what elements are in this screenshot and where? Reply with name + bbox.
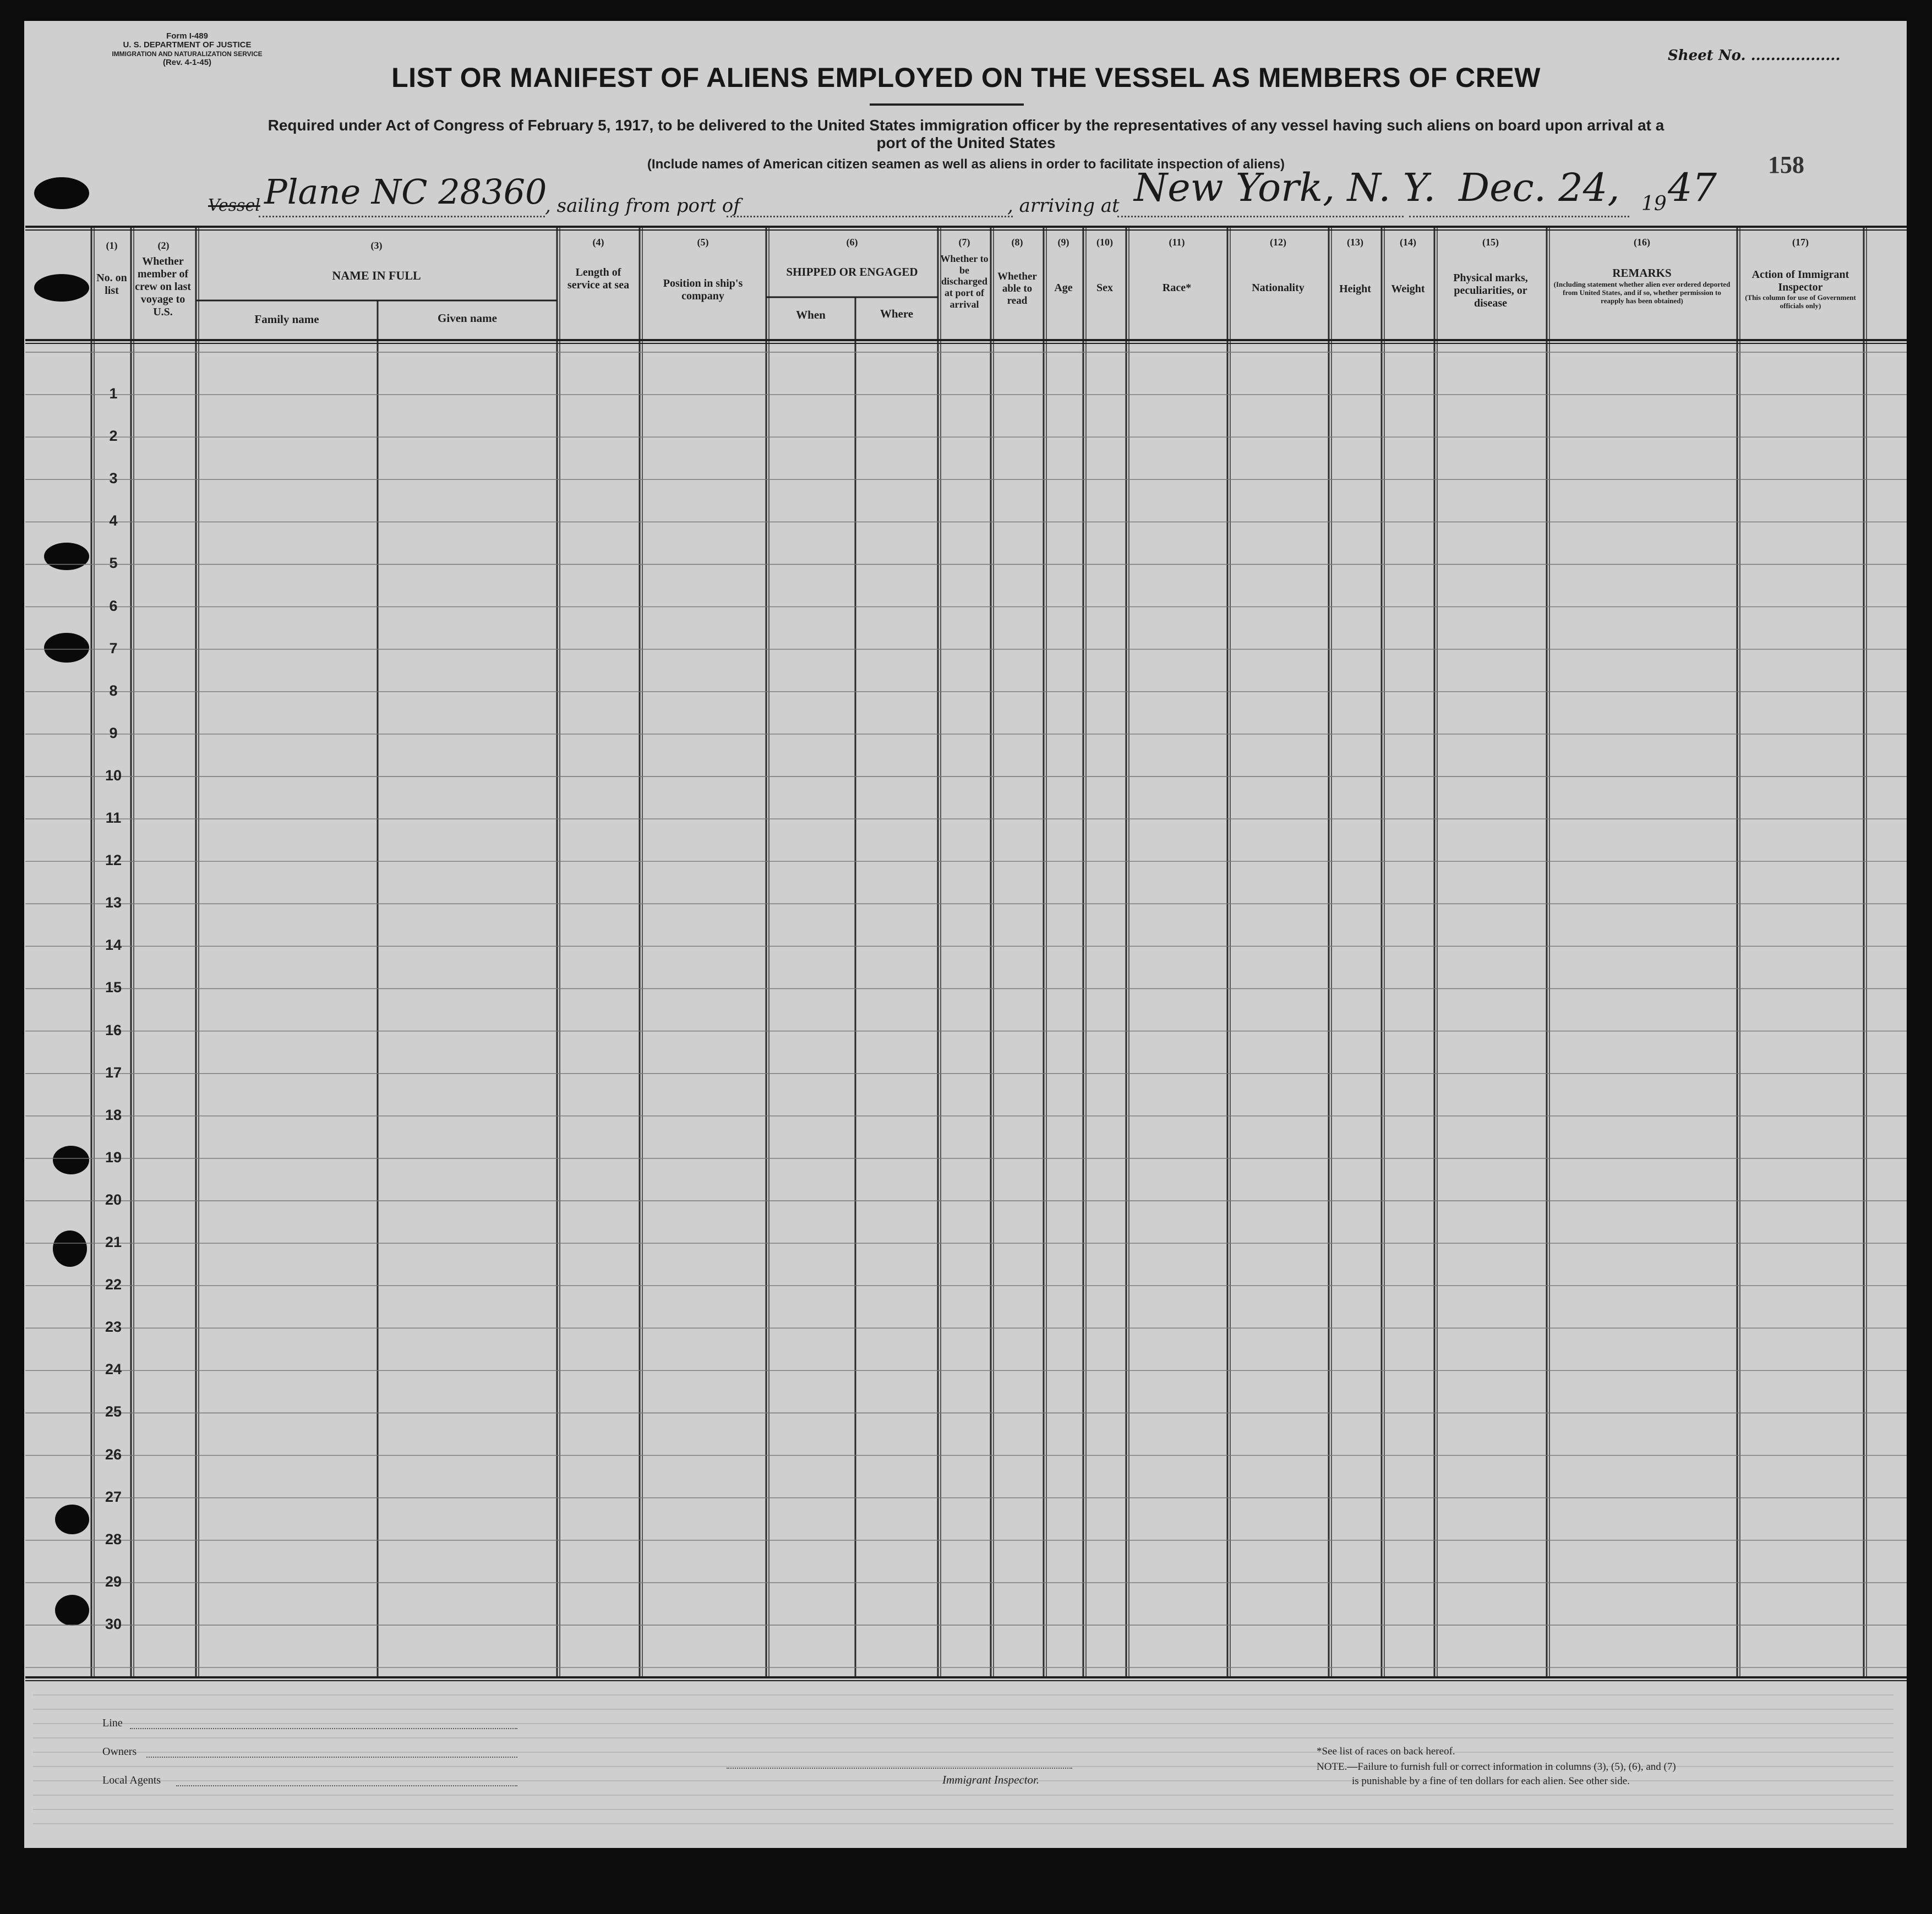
row-number: 22 [105,1276,122,1293]
arrival-date: Dec. 24, [1459,165,1620,210]
vessel-underline [259,216,545,217]
col11-number: (11) [1169,237,1185,248]
subtitle-line2: port of the United States [876,134,1056,151]
col17-note: (This column for use of Government officials only) [1745,293,1856,310]
col5-number: (5) [697,237,709,248]
row-number: 24 [105,1361,122,1378]
col1-number: (1) [106,240,118,251]
col16-label: REMARKS [1612,266,1672,280]
col8-label: Whether able to read [997,271,1037,307]
col17-label: Action of Immigrant Inspector [1751,269,1849,293]
department-name: U. S. DEPARTMENT OF JUSTICE [123,40,252,50]
col7-label: Whether to be discharged at port of arrival [940,253,989,310]
row-number: 14 [105,937,122,954]
col2-label: Whether member of crew on last voyage to U.S. [135,255,191,318]
arrival-year: 47 [1668,165,1717,210]
col17-number: (17) [1792,237,1809,248]
arriving-at-label: , arriving at [1007,195,1120,217]
col10-label: Sex [1096,282,1113,294]
footer-line-label: Line [102,1717,123,1729]
row-number: 19 [105,1149,122,1166]
sailing-from-label: , sailing from port of [545,195,740,217]
punch-hole [53,1231,87,1267]
col13-label: Height [1339,283,1371,295]
row-number: 16 [105,1021,122,1038]
arrival-port: New York, N. Y. [1134,165,1436,210]
penalty-note-line2: is punishable by a fine of ten dollars for each alien. See other side. [1352,1775,1630,1787]
inspector-label: Immigrant Inspector. [942,1773,1040,1786]
col14-number: (14) [1400,237,1416,248]
footer-line-field [130,1728,517,1729]
footer-agents-field [176,1785,517,1786]
row-number: 18 [105,1106,122,1123]
row-number: 15 [105,979,122,996]
page-title: LIST OR MANIFEST OF ALIENS EMPLOYED ON THE VESSEL AS MEMBERS OF CREW [391,62,1541,93]
col16-note: (Including statement whether alien ever ordered deported from United States, and if so, whether permission to reapply has been obtained) [1553,280,1731,305]
col4-label: Length of service at sea [567,266,630,291]
row-number: 13 [105,894,122,911]
punch-hole [34,177,89,209]
shipped-where-header: Where [880,307,914,320]
col4-number: (4) [592,237,604,248]
vessel-name: Plane NC 28360 [264,172,547,212]
col6-number: (6) [846,237,858,248]
given-name-header: Given name [438,311,497,325]
row-number: 5 [109,555,118,572]
year-prefix: 19 [1641,193,1667,215]
col3-number: (3) [370,240,383,251]
subtitle-note: (Include names of American citizen seamen as well as aliens in order to facilitate inspection of aliens) [647,157,1285,172]
col12-label: Nationality [1252,282,1305,294]
penalty-note-line1: NOTE.—Failure to furnish full or correct information in columns (3), (5), (6), and (7) [1317,1761,1676,1773]
col16-number: (16) [1634,237,1650,248]
subtitle: Required under Act of Congress of February 5, 1917, to be delivered to the United States immigration officer by the representatives of any vessel having such aliens on board upon arrival at a [268,117,1664,134]
row-number: 2 [109,428,118,445]
row-number: 7 [109,639,118,657]
row-number: 17 [105,1064,122,1081]
col1-label: No. on list [96,272,127,297]
row-number: 3 [109,470,118,487]
punch-hole [55,1595,89,1626]
title-rule [870,103,1024,106]
page-stamp: 158 [1768,151,1804,178]
arrival-date-underline [1409,216,1629,217]
col11-label: Race* [1162,282,1192,294]
col9-number: (9) [1057,237,1069,248]
col7-number: (7) [958,237,970,248]
shipped-when-header: When [796,308,826,321]
row-number: 23 [105,1319,122,1336]
punch-hole [55,1505,89,1534]
col3-label: NAME IN FULL [332,269,421,282]
col15-label: Physical marks, peculiarities, or disease [1453,272,1528,309]
row-number: 30 [105,1615,122,1632]
row-number: 29 [105,1573,122,1590]
row-number: 4 [109,512,118,529]
col2-number: (2) [157,240,170,251]
footer-owners-field [146,1757,517,1758]
row-number: 27 [105,1488,122,1505]
row-number: 26 [105,1446,122,1463]
sheet-number: Sheet No. .................. [1668,47,1841,64]
row-number: 9 [109,724,118,741]
col14-label: Weight [1391,283,1425,295]
vessel-label: Vessel [208,196,260,215]
row-number: 20 [105,1191,122,1208]
row-number: 21 [105,1234,122,1250]
col10-number: (10) [1096,237,1113,248]
col13-number: (13) [1347,237,1363,248]
arrival-port-underline [1117,216,1404,217]
sailing-from-field [727,216,1013,217]
row-number: 25 [105,1403,122,1420]
race-footnote: *See list of races on back hereof. [1317,1746,1455,1757]
col12-number: (12) [1270,237,1286,248]
row-number: 6 [109,597,118,614]
punch-hole [44,543,89,570]
col9-label: Age [1054,282,1073,294]
col6-label: SHIPPED OR ENGAGED [786,265,918,278]
row-number: 1 [109,385,118,402]
form-number: Form I-489 [166,31,208,41]
row-number: 12 [105,852,122,869]
service-name: IMMIGRATION AND NATURALIZATION SERVICE [112,50,263,58]
col8-number: (8) [1011,237,1023,248]
footer-agents-label: Local Agents [102,1774,161,1786]
row-number: 28 [105,1530,122,1547]
row-number: 8 [109,682,118,699]
punch-hole [44,633,89,663]
inspector-signature-line [727,1768,1072,1769]
form-revision: (Rev. 4-1-45) [162,58,212,67]
col15-number: (15) [1482,237,1499,248]
row-number: 11 [105,810,122,826]
family-name-header: Family name [254,313,319,326]
punch-hole [53,1146,89,1174]
col5-label: Position in ship's company [663,277,743,302]
footer-owners-label: Owners [102,1746,137,1758]
row-number: 10 [105,767,122,784]
punch-hole [34,274,89,302]
